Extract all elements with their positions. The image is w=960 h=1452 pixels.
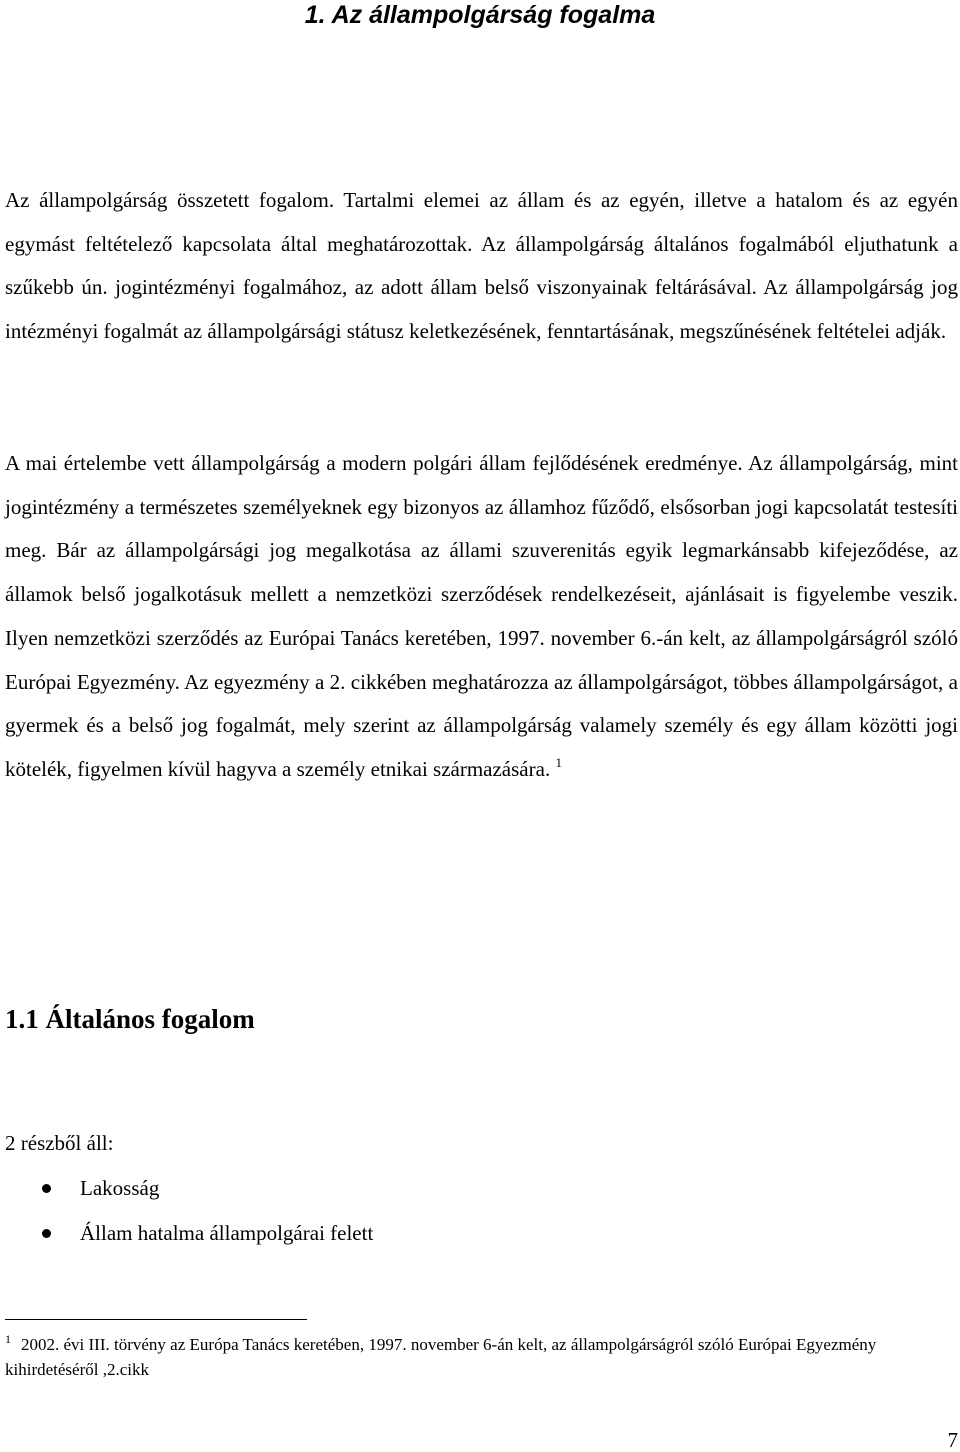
chapter-heading: 1. Az állampolgárság fogalma bbox=[304, 1, 656, 29]
paragraph-intro: Az állampolgárság összetett fogalom. Tartalmi elemei az állam és az egyén, illetve a hatalom és az egyén egymást feltételező kapcsolata által meghatározottak. Az állampolgárság általános fogalmából eljuthatunk a szűkebb ún. jogintézményi fogalmához, az adott állam belső viszonyainak feltárásával. Az állampolgárság jog intézményi fogalmát az állampolgársági státusz keletkezésének, fenntartásának, megszűnésének feltételei adják. bbox=[5, 188, 958, 344]
bullet-icon bbox=[42, 1229, 51, 1238]
paragraph-modern-citizenship-text: A mai értelembe vett állampolgárság a modern polgári állam fejlődésének eredménye. Az állampolgárság, mint jogintézmény a természetes személyeknek egy bizonyos az államhoz fűződő, elsősorban jogi kapcsolatát testesíti meg. Bár az állampolgársági jog megalkotása az állami szuverenitás egyik legmarkánsabb kifejeződése, az államok belső jogalkotásuk mellett a nemzetközi szerződések rendelkezéseit, ajánlásait is figyelembe veszik. Ilyen nemzetközi szerződés az Európai Tanács keretében, 1997. november 6.-án kelt, az állampolgárságról szóló Európai Egyezmény. Az egyezmény a 2. cikkében meghatározza az állampolgárságot, többes állampolgárságot, a gyermek és a belső jog fogalmát, mely szerint az állampolgárság valamely személy és egy állam közötti jogi kötelék, figyelmen kívül hagyva a személy etnikai származására. bbox=[5, 451, 958, 781]
footnote-text: 2002. évi III. törvény az Európa Tanács keretében, 1997. november 6-án kelt, az állampolgárságról szóló Európai Egyezmény kihirdetéséről ,2.cikk bbox=[5, 1335, 877, 1379]
list-item-label: Lakosság bbox=[80, 1176, 160, 1200]
footnote-separator bbox=[5, 1319, 307, 1320]
section-heading: 1.1 Általános fogalom bbox=[5, 1004, 255, 1034]
footnote-marker: 1 bbox=[5, 1332, 11, 1346]
list-item-label: Állam hatalma állampolgárai felett bbox=[80, 1221, 374, 1245]
footnote bbox=[5, 1332, 955, 1382]
footnote-reference[interactable]: 1 bbox=[555, 754, 562, 770]
page-number: 7 bbox=[947, 1428, 958, 1452]
bullet-icon bbox=[42, 1184, 51, 1193]
list-intro: 2 részből áll: bbox=[5, 1131, 114, 1155]
paragraph-modern-citizenship bbox=[5, 442, 958, 792]
